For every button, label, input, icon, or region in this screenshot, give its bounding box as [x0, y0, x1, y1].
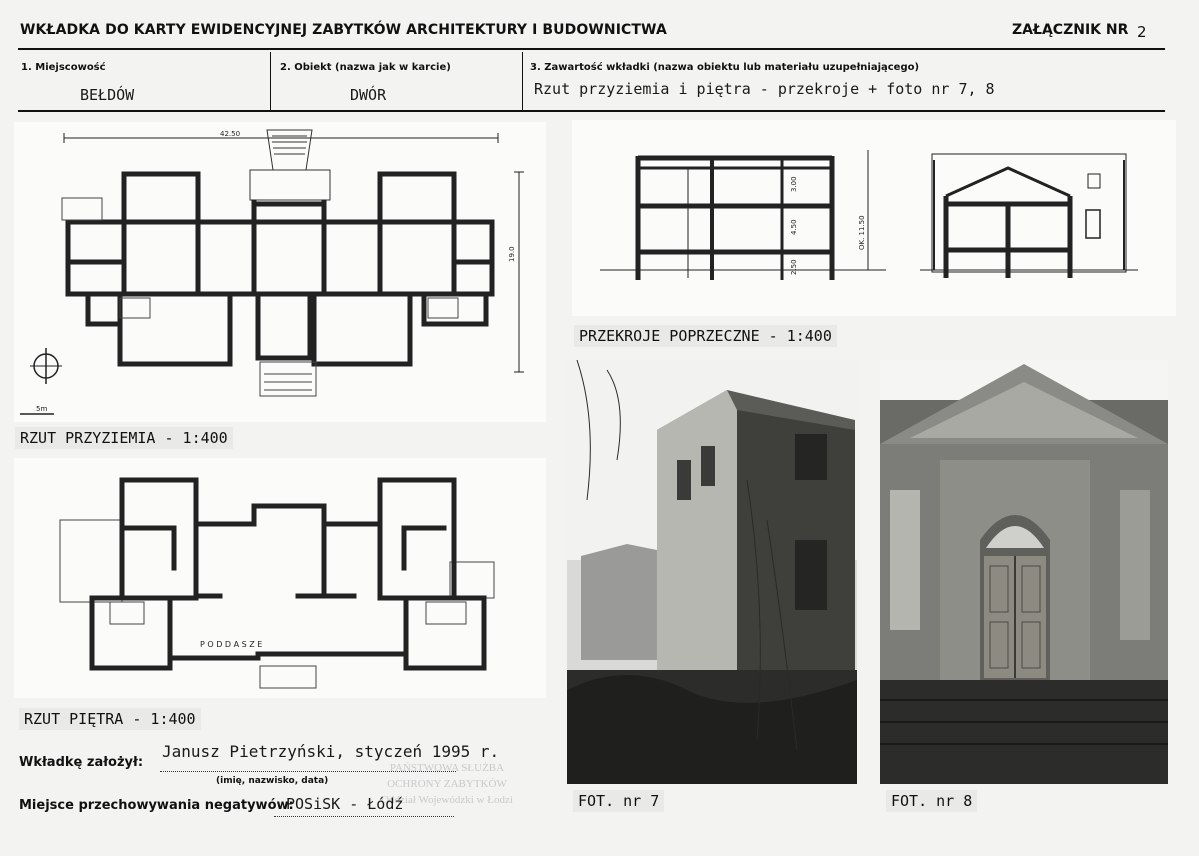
header-rule — [18, 48, 1165, 50]
negatives-label: Miejsce przechowywania negatywów: — [19, 798, 294, 813]
author-hint: (imię, nazwisko, data) — [216, 776, 329, 786]
section-dimension-b: 4.50 — [790, 219, 798, 235]
annex-label: ZAŁĄCZNIK NR — [1012, 22, 1129, 38]
field-divider — [270, 52, 271, 110]
locality-value: BEŁDÓW — [80, 86, 135, 104]
annex-number: 2 — [1137, 23, 1147, 41]
stamp-line: PAŃSTWOWA SŁUŻBA — [389, 762, 505, 774]
photo-8-image — [880, 360, 1168, 784]
form-title: WKŁADKA DO KARTY EWIDENCYJNEJ ZABYTKÓW ARCHITEKTURY I BUDOWNICTWA — [20, 22, 667, 38]
field-divider — [522, 52, 523, 110]
section-total-height: OK. 11.50 — [858, 215, 866, 250]
object-value: DWÓR — [350, 86, 387, 104]
author-value: Janusz Pietrzyński, styczeń 1995 r. — [162, 742, 500, 761]
object-label: 2. Obiekt (nazwa jak w karcie) — [280, 62, 451, 73]
upper-floor-caption: RZUT PIĘTRA - 1:400 — [19, 708, 201, 730]
attic-label: P O D D A S Z E — [200, 640, 263, 649]
content-value: Rzut przyziemia i piętra - przekroje + foto nr 7, 8 — [534, 80, 995, 98]
negatives-value: POSiSK - Łódź — [286, 795, 404, 813]
section-dimension-a: 3.00 — [790, 176, 798, 192]
stamp-line: OCHRONY ZABYTKÓW — [387, 778, 507, 790]
photo-8 — [880, 360, 1168, 784]
upper-floor-plan-panel — [14, 458, 546, 698]
scale-bar-label: 5m — [36, 405, 48, 413]
photo-8-caption: FOT. nr 8 — [886, 790, 977, 812]
author-label: Wkładkę założył: — [19, 755, 144, 770]
locality-label: 1. Miejscowość — [21, 62, 106, 73]
ground-floor-caption: RZUT PRZYZIEMIA - 1:400 — [15, 427, 233, 449]
upper-floor-plan — [14, 458, 546, 698]
ground-floor-plan-panel — [14, 122, 546, 422]
photo-7-caption: FOT. nr 7 — [573, 790, 664, 812]
photo-7 — [567, 360, 857, 784]
section-dimension-c: 2.50 — [790, 259, 798, 275]
cross-sections-panel — [572, 120, 1176, 316]
photo-7-image — [567, 360, 857, 784]
ground-width-dimension: 42.50 — [220, 130, 241, 138]
cross-sections-caption: PRZEKROJE POPRZECZNE - 1:400 — [574, 325, 837, 347]
ground-floor-plan — [14, 122, 546, 422]
negatives-underline — [274, 816, 454, 817]
north-arrow-icon — [30, 348, 62, 384]
stamp-line: Oddział Wojewódzki w Łodzi — [381, 794, 513, 806]
fields-rule — [18, 110, 1165, 112]
content-label: 3. Zawartość wkładki (nazwa obiektu lub materiału uzupełniającego) — [530, 62, 920, 73]
cross-sections — [572, 120, 1176, 316]
ground-height-dimension: 19.0 — [508, 246, 516, 262]
